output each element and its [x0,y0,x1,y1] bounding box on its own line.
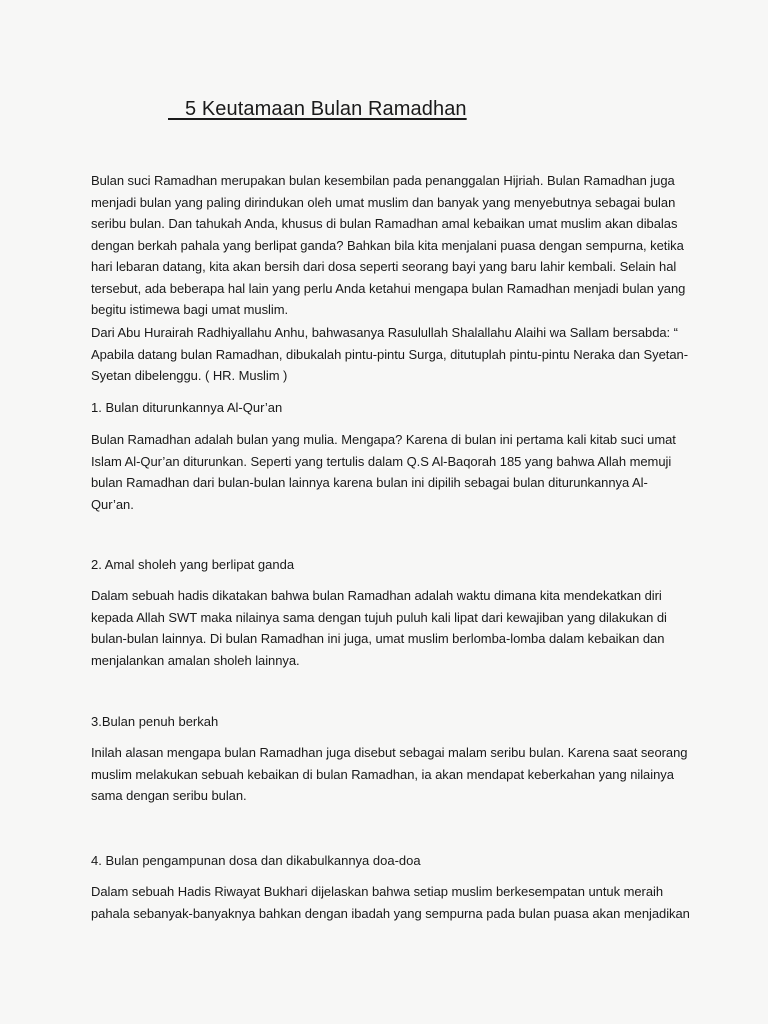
paragraph-line: muslim melakukan sebuah kebaikan di bulan Ramadhan, ia akan mendapat keberkahan yang nilainya [91,766,674,782]
paragraph-line: hari lebaran datang, kita akan bersih dari dosa seperti seorang bayi yang baru lahir kembali. Selain hal [91,259,677,274]
paragraph-line: Bulan Ramadhan adalah bulan yang mulia. Mengapa? Karena di bulan ini pertama kali kitab suci umat [91,432,676,447]
paragraph-line: Dari Abu Hurairah Radhiyallahu Anhu, bahwasanya Rasulullah Shalallahu Alaihi wa Sallam bersabda: “ [91,325,678,340]
paragraph-line: sama dengan seribu bulan. [91,788,247,803]
intro-paragraph [91,170,691,321]
document-title: 5 Keutamaan Bulan Ramadhan [168,98,467,120]
paragraph-line: pahala sebanyak-banyaknya bahkan dengan ibadah yang sempurna pada bulan puasa akan menjadikan [91,905,690,921]
paragraph-line: dengan berkah pahala yang berlipat ganda? Bahkan bila kita menjalani puasa dengan sempurna, ketika [91,237,684,253]
paragraph-line: Syetan dibelenggu. ( HR. Muslim ) [91,368,288,383]
paragraph-line: menjalankan amalan sholeh lainnya. [91,652,300,668]
paragraph-line: bulan-bulan lainnya. Di bulan Ramadhan ini juga, umat muslim berlomba-lomba dalam kebaikan dan [91,631,665,646]
paragraph-line: begitu istimewa bagi umat muslim. [91,302,289,317]
hadith-paragraph [91,322,691,387]
paragraph-line: tersebut, ada beberapa hal lain yang perlu Anda ketahui mengapa bulan Ramadhan menjadi bulan yang [91,280,686,296]
section-paragraph-1 [91,429,691,515]
paragraph-line: Dalam sebuah hadis dikatakan bahwa bulan Ramadhan adalah waktu dimana kita mendekatkan diri [91,588,662,603]
paragraph-line: Islam Al-Qur’an diturunkan. Seperti yang tertulis dalam Q.S Al-Baqorah 185 yang bahwa Allah memuji [91,453,672,469]
section-heading-2: 2. Amal sholeh yang berlipat ganda [91,557,295,572]
paragraph-line: bulan Ramadhan dari bulan-bulan lainnya karena bulan ini dipilih sebagai bulan diturunkannya Al- [91,475,648,490]
section-paragraph-4 [91,881,691,924]
paragraph-line: seribu bulan. Dan tahukah Anda, khusus di bulan Ramadhan amal kebaikan umat muslim akan dibalas [91,216,678,231]
section-paragraph-3 [91,742,691,807]
paragraph-line: kepada Allah SWT maka nilainya sama dengan tujuh puluh kali lipat dari kewajiban yang dilakukan di [91,609,667,625]
paragraph-line: Qur’an. [91,496,134,512]
paragraph-line: Apabila datang bulan Ramadhan, dibukalah pintu-pintu Surga, ditutuplah pintu-pintu Neraka dan Syetan- [91,346,688,362]
section-paragraph-2 [91,585,691,671]
paragraph-line: Dalam sebuah Hadis Riwayat Bukhari dijelaskan bahwa setiap muslim berkesempatan untuk meraih [91,884,664,899]
paragraph-line: Inilah alasan mengapa bulan Ramadhan juga disebut sebagai malam seribu bulan. Karena saat seorang [91,745,688,760]
section-heading-1: 1. Bulan diturunkannya Al-Qur’an [91,400,283,415]
section-heading-4: 4. Bulan pengampunan dosa dan dikabulkannya doa-doa [91,853,421,868]
paragraph-line: Bulan suci Ramadhan merupakan bulan kesembilan pada penanggalan Hijriah. Bulan Ramadhan juga [91,173,675,188]
paragraph-line: menjadi bulan yang paling dirindukan oleh umat muslim dan banyak yang menyebutnya sebagai bulan [91,194,676,210]
section-heading-3: 3.Bulan penuh berkah [91,714,219,729]
